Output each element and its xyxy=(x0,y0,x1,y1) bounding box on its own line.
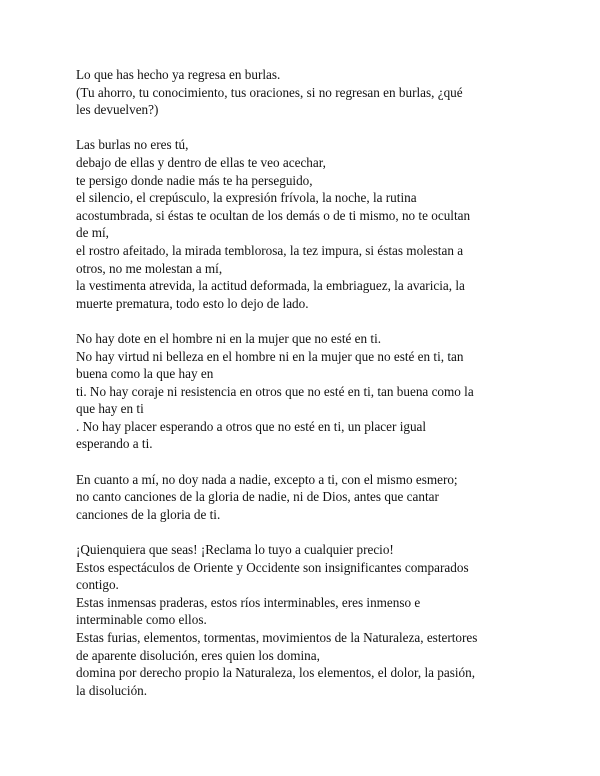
text-line: ¡Quienquiera que seas! ¡Reclama lo tuyo a cualquier precio! xyxy=(76,542,394,558)
text-line: Lo que has hecho ya regresa en burlas. xyxy=(76,67,281,82)
text-line: esperando a ti. xyxy=(76,436,153,452)
text-line: el silencio, el crepúsculo, la expresión frívola, la noche, la rutina xyxy=(76,190,417,206)
stanza-3 xyxy=(76,330,530,453)
stanza-2 xyxy=(76,136,530,312)
text-line: No hay virtud ni belleza en el hombre ni en la mujer que no esté en ti, tan xyxy=(76,348,464,364)
text-line: el rostro afeitado, la mirada temblorosa, la tez impura, si éstas molestan a xyxy=(76,242,464,258)
text-line: acostumbrada, si éstas te ocultan de los demás o de ti mismo, no te ocultan xyxy=(76,207,471,223)
text-line: la disolución. xyxy=(76,682,148,698)
text-line: Las burlas no eres tú, xyxy=(76,137,189,153)
text-line: muerte prematura, todo esto lo dejo de lado. xyxy=(76,295,309,311)
text-line: interminable como ellos. xyxy=(76,612,207,628)
text-line: (Tu ahorro, tu conocimiento, tus oraciones, si no regresan en burlas, ¿qué xyxy=(76,84,463,100)
text-line: de aparente disolución, eres quien los domina, xyxy=(76,647,320,663)
text-line: la vestimenta atrevida, la actitud deformada, la embriaguez, la avaricia, la xyxy=(76,278,465,294)
text-line: domina por derecho propio la Naturaleza, los elementos, el dolor, la pasión, xyxy=(76,665,475,681)
text-line: que hay en ti xyxy=(76,401,144,417)
text-line: otros, no me molestan a mí, xyxy=(76,260,223,276)
stanza-1 xyxy=(76,66,530,119)
text-line: Estas inmensas praderas, estos ríos interminables, eres inmenso e xyxy=(76,594,421,610)
text-line: contigo. xyxy=(76,577,119,593)
stanza-5 xyxy=(76,541,530,699)
text-line: les devuelven?) xyxy=(76,102,159,118)
text-line: Estas furias, elementos, tormentas, movimientos de la Naturaleza, estertores xyxy=(76,630,478,645)
text-line: . No hay placer esperando a otros que no esté en ti, un placer igual xyxy=(76,418,427,434)
stanza-4 xyxy=(76,471,530,524)
text-line: No hay dote en el hombre ni en la mujer que no esté en ti. xyxy=(76,330,382,346)
text-line: debajo de ellas y dentro de ellas te veo acechar, xyxy=(76,154,326,170)
text-line: te persigo donde nadie más te ha perseguido, xyxy=(76,172,313,188)
text-line: no canto canciones de la gloria de nadie, ni de Dios, antes que cantar xyxy=(76,489,439,505)
text-line: ti. No hay coraje ni resistencia en otros que no esté en ti, tan buena como la xyxy=(76,383,474,399)
text-line: En cuanto a mí, no doy nada a nadie, excepto a ti, con el mismo esmero; xyxy=(76,471,458,487)
text-line: Estos espectáculos de Oriente y Occidente son insignificantes comparados xyxy=(76,559,469,575)
text-line: canciones de la gloria de ti. xyxy=(76,506,221,522)
text-line: buena como la que hay en xyxy=(76,366,214,382)
text-line: de mí, xyxy=(76,225,109,241)
